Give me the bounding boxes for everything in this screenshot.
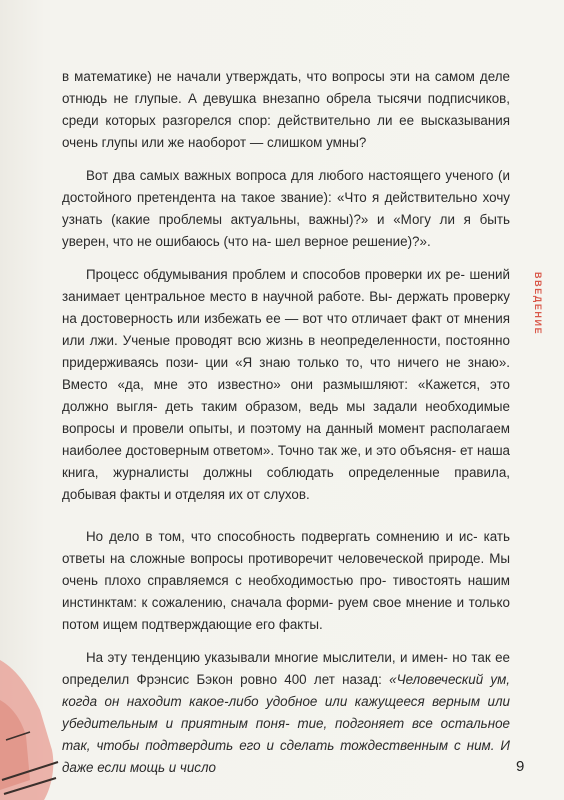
text-line: ученого (и достойного претендента на такое звание): «Что [62,168,510,205]
text-line: я действительно хочу узнать (какие проблемы актуальны, [62,190,510,227]
text-line: шений занимает центральное место в научной работе. Вы- [62,267,510,304]
illustration-fragment [0,630,70,800]
quote-line: «Человеческий ум, когда он находит какое-либо удобное [62,672,511,709]
text-line: это известно» они размышляют: «Кажется, это должно выгля- [62,377,511,414]
text-line: и провели опыты, и поэтому на данный момент располагаем [119,421,510,436]
text-line: деть таким образом, ведь мы задали необходимые вопросы [62,399,511,436]
text-line: умны? [326,135,367,150]
text-line: жизнь в неопределенности, постоянно придерживаясь пози- [62,333,510,370]
text-line: Процесс обдумывания проблем и способов проверки их ре- [86,267,470,282]
text-line: ли ее высказывания очень глупы или же наоборот — слишком [62,113,510,150]
quote-line: тие, подгоняет все остальное так, чтобы подтвердить его [62,716,510,753]
text-line: На эту тенденцию указывали многие мыслители, и имен- [86,650,453,665]
text-line: тивостоять нашим инстинктам: к сожалению, сначала форми- [62,573,510,610]
text-line: факты. [278,617,323,632]
text-line: Вот два самых важных вопроса для любого настоящего [86,168,446,183]
paragraph [62,66,510,154]
text-line: правила, добывая факты и отделяя их от слухов. [62,465,510,502]
text-line: деле отнюдь не глупые. А девушка внезапно обрела тысячи [62,69,510,106]
text-line: наиболее достоверным ответом». Точно так же, и это объясня- [62,443,460,458]
text-line: природе. Мы очень плохо справляемся с необходимостью про- [62,551,510,588]
text-line: ции «Я знаю только то, что ничего не знаю». Вместо «да, мне [62,355,511,392]
text-line: важны)?» и «Могу ли я быть уверен, что не ошибаюсь (что на- [62,212,510,249]
paragraph [62,165,510,253]
text-line: Но дело в том, что способность подвергать сомнению и ис- [86,529,484,544]
text-line: держать проверку на достоверность или избежать ее — вот [62,289,510,326]
text-line: подписчиков, среди которых разгорелся спор: действительно [62,91,510,128]
text-line: в математике) не начали утверждать, что вопросы эти на самом [62,69,480,84]
quote-line: и сделать тождественным с ним. И даже если мощь и число [62,738,511,775]
page-number: 9 [516,758,525,775]
text-line: кать ответы на сложные вопросы противоречит человеческой [62,529,510,566]
paragraph [62,647,510,779]
quote-line: или кажущееся верным или убедительным и приятным поня- [62,694,510,731]
text-line: ет наша книга, журналисты должны соблюдать определенные [62,443,511,480]
text-line: шел верное решение)?». [275,234,431,249]
text-line: руем свое мнение и только потом ищем подтверждающие его [62,595,510,632]
paragraph [62,526,510,636]
text-line: что отличает факт от мнения или лжи. Ученые проводят всю [62,311,510,348]
body-text [62,66,510,779]
section-label: ВВЕДЕНИЕ [533,272,543,336]
text-line: но так ее определил Фрэнсис Бэкон ровно 400 лет назад: [62,650,511,687]
paragraph [62,264,510,506]
